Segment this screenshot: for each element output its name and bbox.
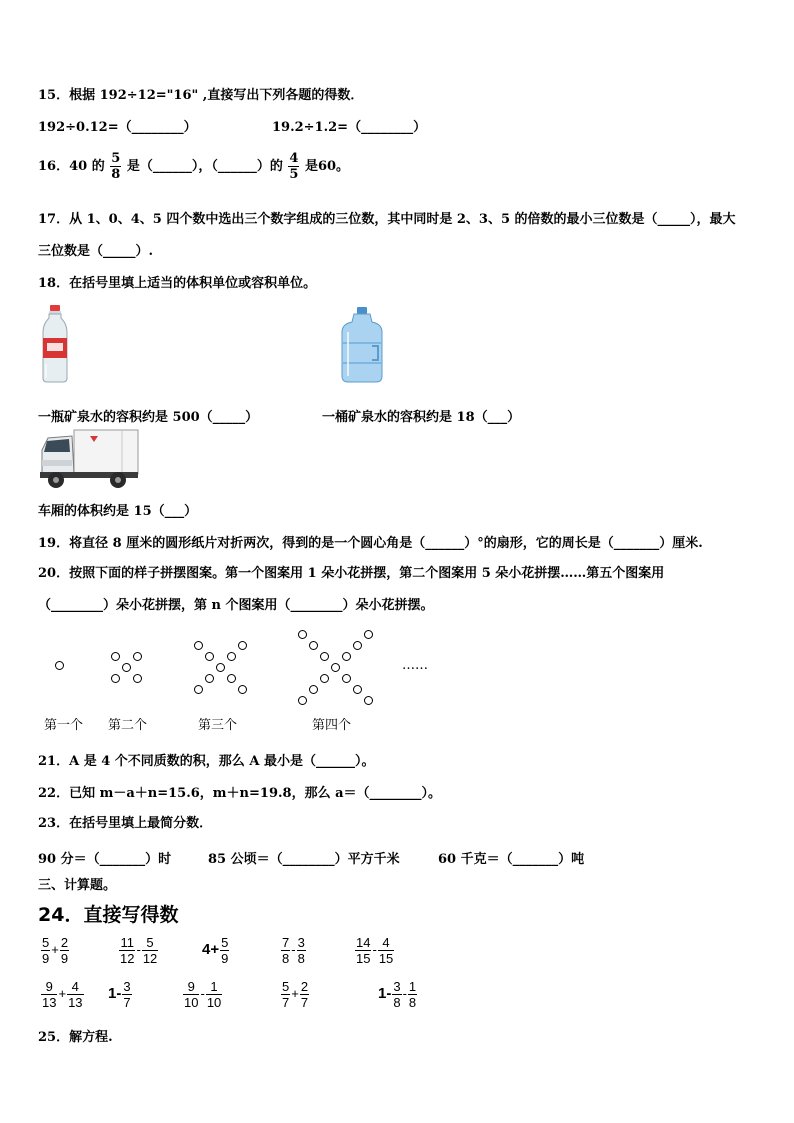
q20-line2: （________）朵小花拼摆，第 n 个图案用（________）朵小花拼摆。 — [38, 598, 434, 613]
flower-circle — [309, 641, 318, 650]
flower-circle — [364, 696, 373, 705]
q18-prompt: 18．在括号里填上适当的体积单位或容积单位。 — [38, 276, 317, 291]
q20-line1: 20．按照下面的样子拼摆图案。第一个图案用 1 朵小花拼摆，第二个图案用 5 朵小花拼摆……第五个图案用 — [38, 566, 665, 581]
flower-circle — [194, 641, 203, 650]
flower-circle — [320, 652, 329, 661]
calc-item-1: $\frac{5}{9}$ + $\frac{2}{9}$ — [42, 935, 69, 966]
q18-truck-text: 车厢的体积约是 15（___） — [38, 504, 198, 519]
flower-circle — [227, 652, 236, 661]
flower-circle — [309, 685, 318, 694]
q22-prompt: 22．已知 m－a＋n=15.6，m＋n=19.8，那么 a＝（________）。 — [38, 786, 442, 801]
pattern-label-1: 第一个 — [44, 718, 84, 733]
flower-circle — [331, 663, 340, 672]
pattern-label-4: 第四个 — [312, 718, 352, 733]
q23-prompt: 23．在括号里填上最简分数． — [38, 816, 213, 831]
flower-circle — [216, 663, 225, 672]
calc-item-6: $\frac{9}{13}$ + $\frac{4}{13}$ — [42, 979, 83, 1010]
calc-item-5: $\frac{14}{15}$ - $\frac{4}{15}$ — [356, 935, 394, 966]
q21-prompt: 21．A 是 4 个不同质数的积，那么 A 最小是（______）。 — [38, 754, 375, 769]
q16-part2: 是（______），（______）的 — [126, 159, 283, 174]
water-bottle-image — [40, 304, 70, 384]
pattern-label-3: 第三个 — [198, 718, 238, 733]
q23-item-a: 90 分＝（_______）时 — [38, 852, 172, 867]
q17-line1: 17．从 1、0、4、5 四个数中选出三个数字组成的三位数，其中同时是 2、3、5 的倍数的最小三位数是（_____），最大 — [38, 212, 736, 227]
flower-circle — [342, 652, 351, 661]
q23-item-b: 85 公顷＝（________）平方千米 — [208, 852, 400, 867]
section-heading-calculation: 三、计算题。 — [38, 878, 117, 893]
flower-circle — [194, 685, 203, 694]
truck-image — [38, 428, 140, 492]
calc-item-3: 4+ $\frac{5}{9}$ — [202, 935, 229, 966]
calc-item-8: $\frac{9}{10}$ - $\frac{1}{10}$ — [184, 979, 222, 1010]
flower-circle — [55, 661, 64, 670]
flower-circle — [342, 674, 351, 683]
q18-bottle-text: 一瓶矿泉水的容积约是 500（_____） — [38, 410, 259, 425]
q17-line2: 三位数是（_____）. — [38, 244, 154, 259]
flower-circle — [353, 685, 362, 694]
flower-circle — [238, 685, 247, 694]
flower-circle — [227, 674, 236, 683]
calc-item-2: $\frac{11}{12}$ - $\frac{5}{12}$ — [120, 935, 158, 966]
calc-item-4: $\frac{7}{8}$ - $\frac{3}{8}$ — [282, 935, 305, 966]
q24-title: 24．直接写得数 — [38, 904, 179, 926]
flower-circle — [111, 652, 120, 661]
flower-circle — [238, 641, 247, 650]
flower-circle — [353, 641, 362, 650]
q16-prompt — [38, 152, 349, 182]
flower-circle — [133, 674, 142, 683]
q23-item-c: 60 千克＝（_______）吨 — [438, 852, 585, 867]
q25-prompt: 25．解方程. — [38, 1030, 113, 1045]
flower-circle — [364, 630, 373, 639]
water-jug-image — [340, 306, 384, 384]
q15-prompt: 15．根据 192÷12="16" ,直接写出下列各题的得数． — [38, 88, 364, 103]
calc-item-10: 1- $\frac{3}{8}$ - $\frac{1}{8}$ — [378, 979, 417, 1010]
flower-circle — [320, 674, 329, 683]
flower-circle — [298, 630, 307, 639]
q16-fraction-2: $\frac{4}{5}$ — [289, 151, 299, 182]
pattern-ellipsis: …… — [402, 658, 428, 673]
q16-part3: 是60。 — [304, 159, 350, 174]
flower-circle — [122, 663, 131, 672]
q19-prompt: 19．将直径 8 厘米的圆形纸片对折两次，得到的是一个圆心角是（______）°的扇形，它的周长是（_______）厘米. — [38, 536, 703, 551]
flower-circle — [205, 652, 214, 661]
q15-item-b: 19.2÷1.2=（________） — [272, 120, 427, 135]
flower-circle — [111, 674, 120, 683]
flower-circle — [298, 696, 307, 705]
q16-fraction-1: $\frac{5}{8}$ — [111, 151, 121, 182]
q15-item-a: 192÷0.12=（________） — [38, 120, 197, 135]
flower-circle — [205, 674, 214, 683]
flower-circle — [133, 652, 142, 661]
calc-item-9: $\frac{5}{7}$ + $\frac{2}{7}$ — [282, 979, 309, 1010]
calc-item-7: 1- $\frac{3}{7}$ — [108, 979, 131, 1010]
q16-part1: 16．40 的 — [38, 159, 105, 174]
q18-barrel-text: 一桶矿泉水的容积约是 18（___） — [322, 410, 521, 425]
pattern-label-2: 第二个 — [108, 718, 148, 733]
